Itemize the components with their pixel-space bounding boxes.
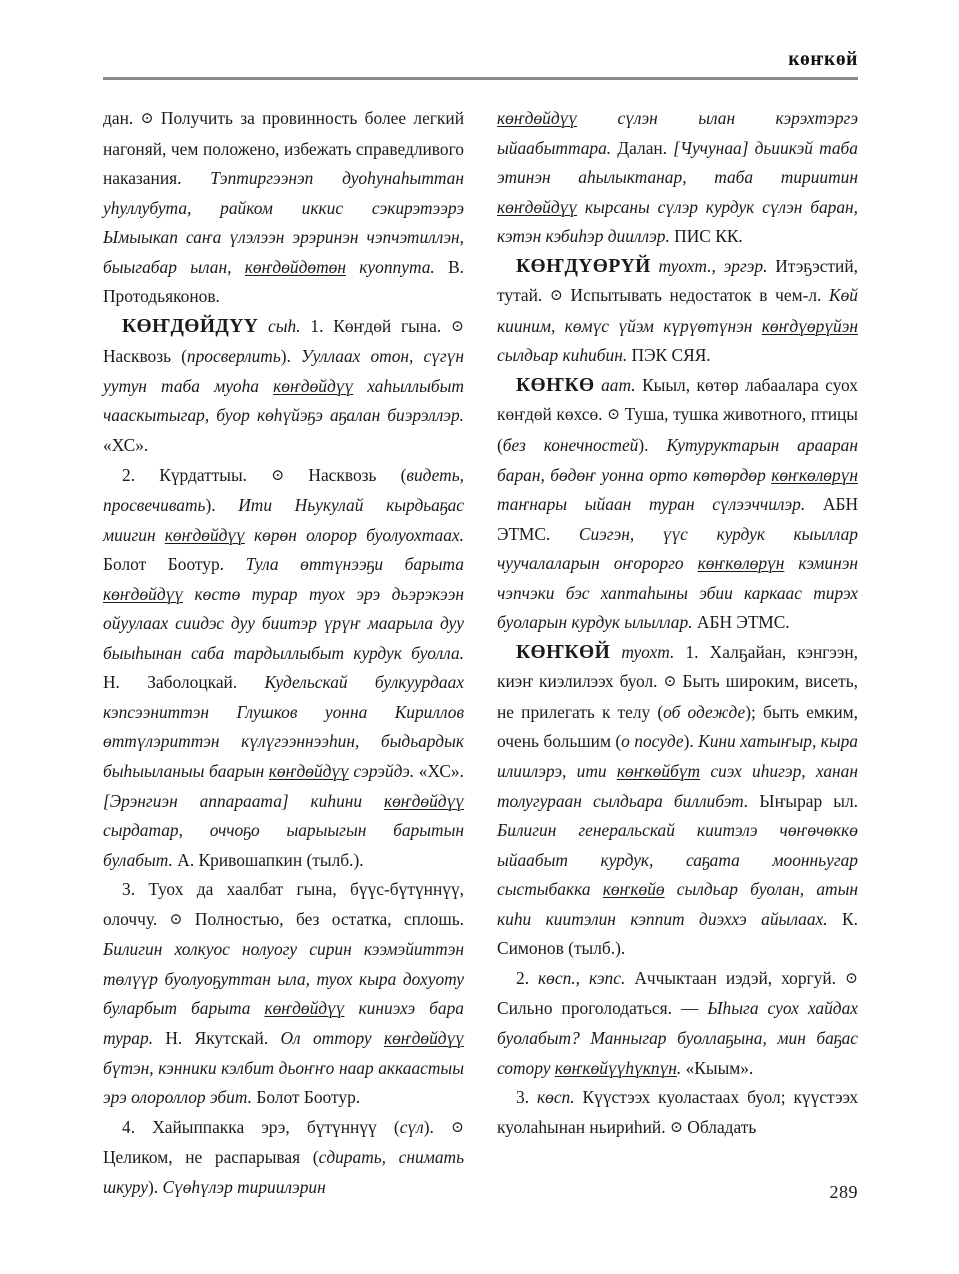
dictionary-entry: КӨҤКӨ аат. Кыыл, көтөр лабаалара суох көҥдөй көхсө. ⊙ Туша, тушка животного, птицы (без конечностей). Кутуруктарын арааран баран, бөдөҥ уонна орто көтөрдөр көҥкөлөрүн таҥнары ыйаан туран сүлээччилэр. АБН ЭТМС. Сиэгэн, үүс курдук кыыллар чуучалаларын оҥорорго көҥкөлөрүн кэминэн чэпчэки бэс хаптаһыны эбии каркаас тирэх буоларын курдук ылыллар. АБН ЭТМС. <box>497 374 859 633</box>
dictionary-entry: КӨҤКӨЙ туохт. 1. Халҕайан, кэнгээн, киэҥ киэлилээх буол. ⊙ Быть широким, висеть, не прилегать к телу (об одежде); быть емким, очень большим (о посуде). Кини хатыҥыр, кыра илиилэрэ, ити көҥкөйбүт сиэх иһигэр, ханан толугураан сылдьара биллибэт. Ыҥырар ыл. Билигин генеральскай киитэлэ чөҥөчөккө ыйаабыт курдук, саҕата моонньугар сыстыбакка көҥкөйө сылдьар буолан, атын киһи киитэлин кэппит диэххэ айылаах. К. Симонов (тылб.). <box>497 641 859 959</box>
entry-continuation: дан. ⊙ Получить за провинность более легкий нагоняй, чем положено, избежать справедливого наказания. Тэптиргээнэп дуоһунаһыттан уһуллубута, райком иккис сэкирэтээрэ Ымыыкап саҥа үлэлээн эрэринэн чэпчэтиллэн, быыгабар ылан, көҥдөйдөтөн куоппута. В. Протодьяконов. <box>103 108 465 307</box>
dictionary-sense: 2. Күрдаттыы. ⊙ Насквозь (видеть, просвечивать). Ити Ньукулай кырдьаҕас миигин көҥдөйдүү көрөн олорор буолуохтаах. Болот Боотур. Тула өттүнээҕи барыта көҥдөйдүү көстө турар туох эрэ дьэрэкээн ойуулаах сиидэс дуу биитэр үрүҥ маарыла дуу быыһынан саба тардыллыбыт курдук буолла. Н. Заболоцкай. Кудельскай булкуурдаах кэпсээниттэн Глушков уонна Кириллов өттүлэриттэн күлүгээннээһин, быдьардык быһыыланыы баарын көҥдөйдүү сэрэйдэ. «ХС». [Эрэнгиэн аппараата] киһини көҥдөйдүү сырдатар, оччоҕо ыарыыгын барытын булабыт. А. Кривошапкин (тылб.). <box>103 464 464 870</box>
dictionary-sense: 3. көсп. Күүстээх куоластаах буол; күүстээх куолаһынан ньириһий. ⊙ Обладать <box>497 1087 859 1137</box>
dictionary-sense: 2. көсп., кэпс. Аччыктаан иэдэй, хоргуй. ⊙ Сильно проголодаться. — Ыһыга суох хайдах буолабыт? Манныгар буоллаҕына, мин баҕас сотору көҥкөйүүһүкпүн. «Кыым». <box>497 967 859 1078</box>
dictionary-sense: 4. Хайыппакка эрэ, бүтүннүү (сүл). ⊙ Целиком, не распарывая (сдирать, снимать шкуру). Сүөһүлэр тириилэрин <box>103 1116 464 1197</box>
column-right <box>497 104 858 1169</box>
header-rule <box>103 77 858 80</box>
column-left <box>103 104 465 1197</box>
page-number: 289 <box>829 1182 858 1202</box>
dictionary-sense: 3. Туох да хаалбат гына, бүүс-бүтүннүү, олоччу. ⊙ Полностью, без остатка, сплошь. Билигин холкуос нолуогу сирин кээмэйиттэн төлүүр буолуоҕуттан ыла, туох кыра дохуоту буларбыт барыта көҥдөйдүү киниэхэ бара турар. Н. Якутскай. Ол оттору көҥдөйдүү бүтэн, кэнники кэлбит дьоҥҥо наар аккаастыы эрэ олороллор эбит. Болот Боотур. <box>103 879 464 1108</box>
running-head: көҥкөй <box>788 49 858 70</box>
entry-continuation: көҥдөйдүү сүлэн ылан кэрэхтэргэ ыйаабыттара. Далан. [Чучунаа] дьиикэй таба этинэн аһылыктанар, таба тириитин көҥдөйдүү кырсаны сүлэр курдук сүлэн баран, кэтэн кэбиһэр дииллэр. ПИС КК. <box>497 108 859 247</box>
dictionary-entry: КӨҤДҮӨРҮЙ туохт., эргэр. Итэҕэстий, тутай. ⊙ Испытывать недостаток в чем-л. Көй кииним, көмүс үйэм күрүөтүнэн көҥдүөрүйэн сылдьар киһибин. ПЭК СЯЯ. <box>497 255 858 366</box>
dictionary-entry: КӨҤДӨЙДҮҮ сыһ. 1. Көҥдөй гына. ⊙ Насквозь (просверлить). Ууллаах отон, сүгүн уутун таба муоһа көҥдөйдүү хаһыллыбыт чааскытыгар, буор көһүйэҕэ аҕалан биэрэллэр. «ХС». <box>103 315 464 456</box>
